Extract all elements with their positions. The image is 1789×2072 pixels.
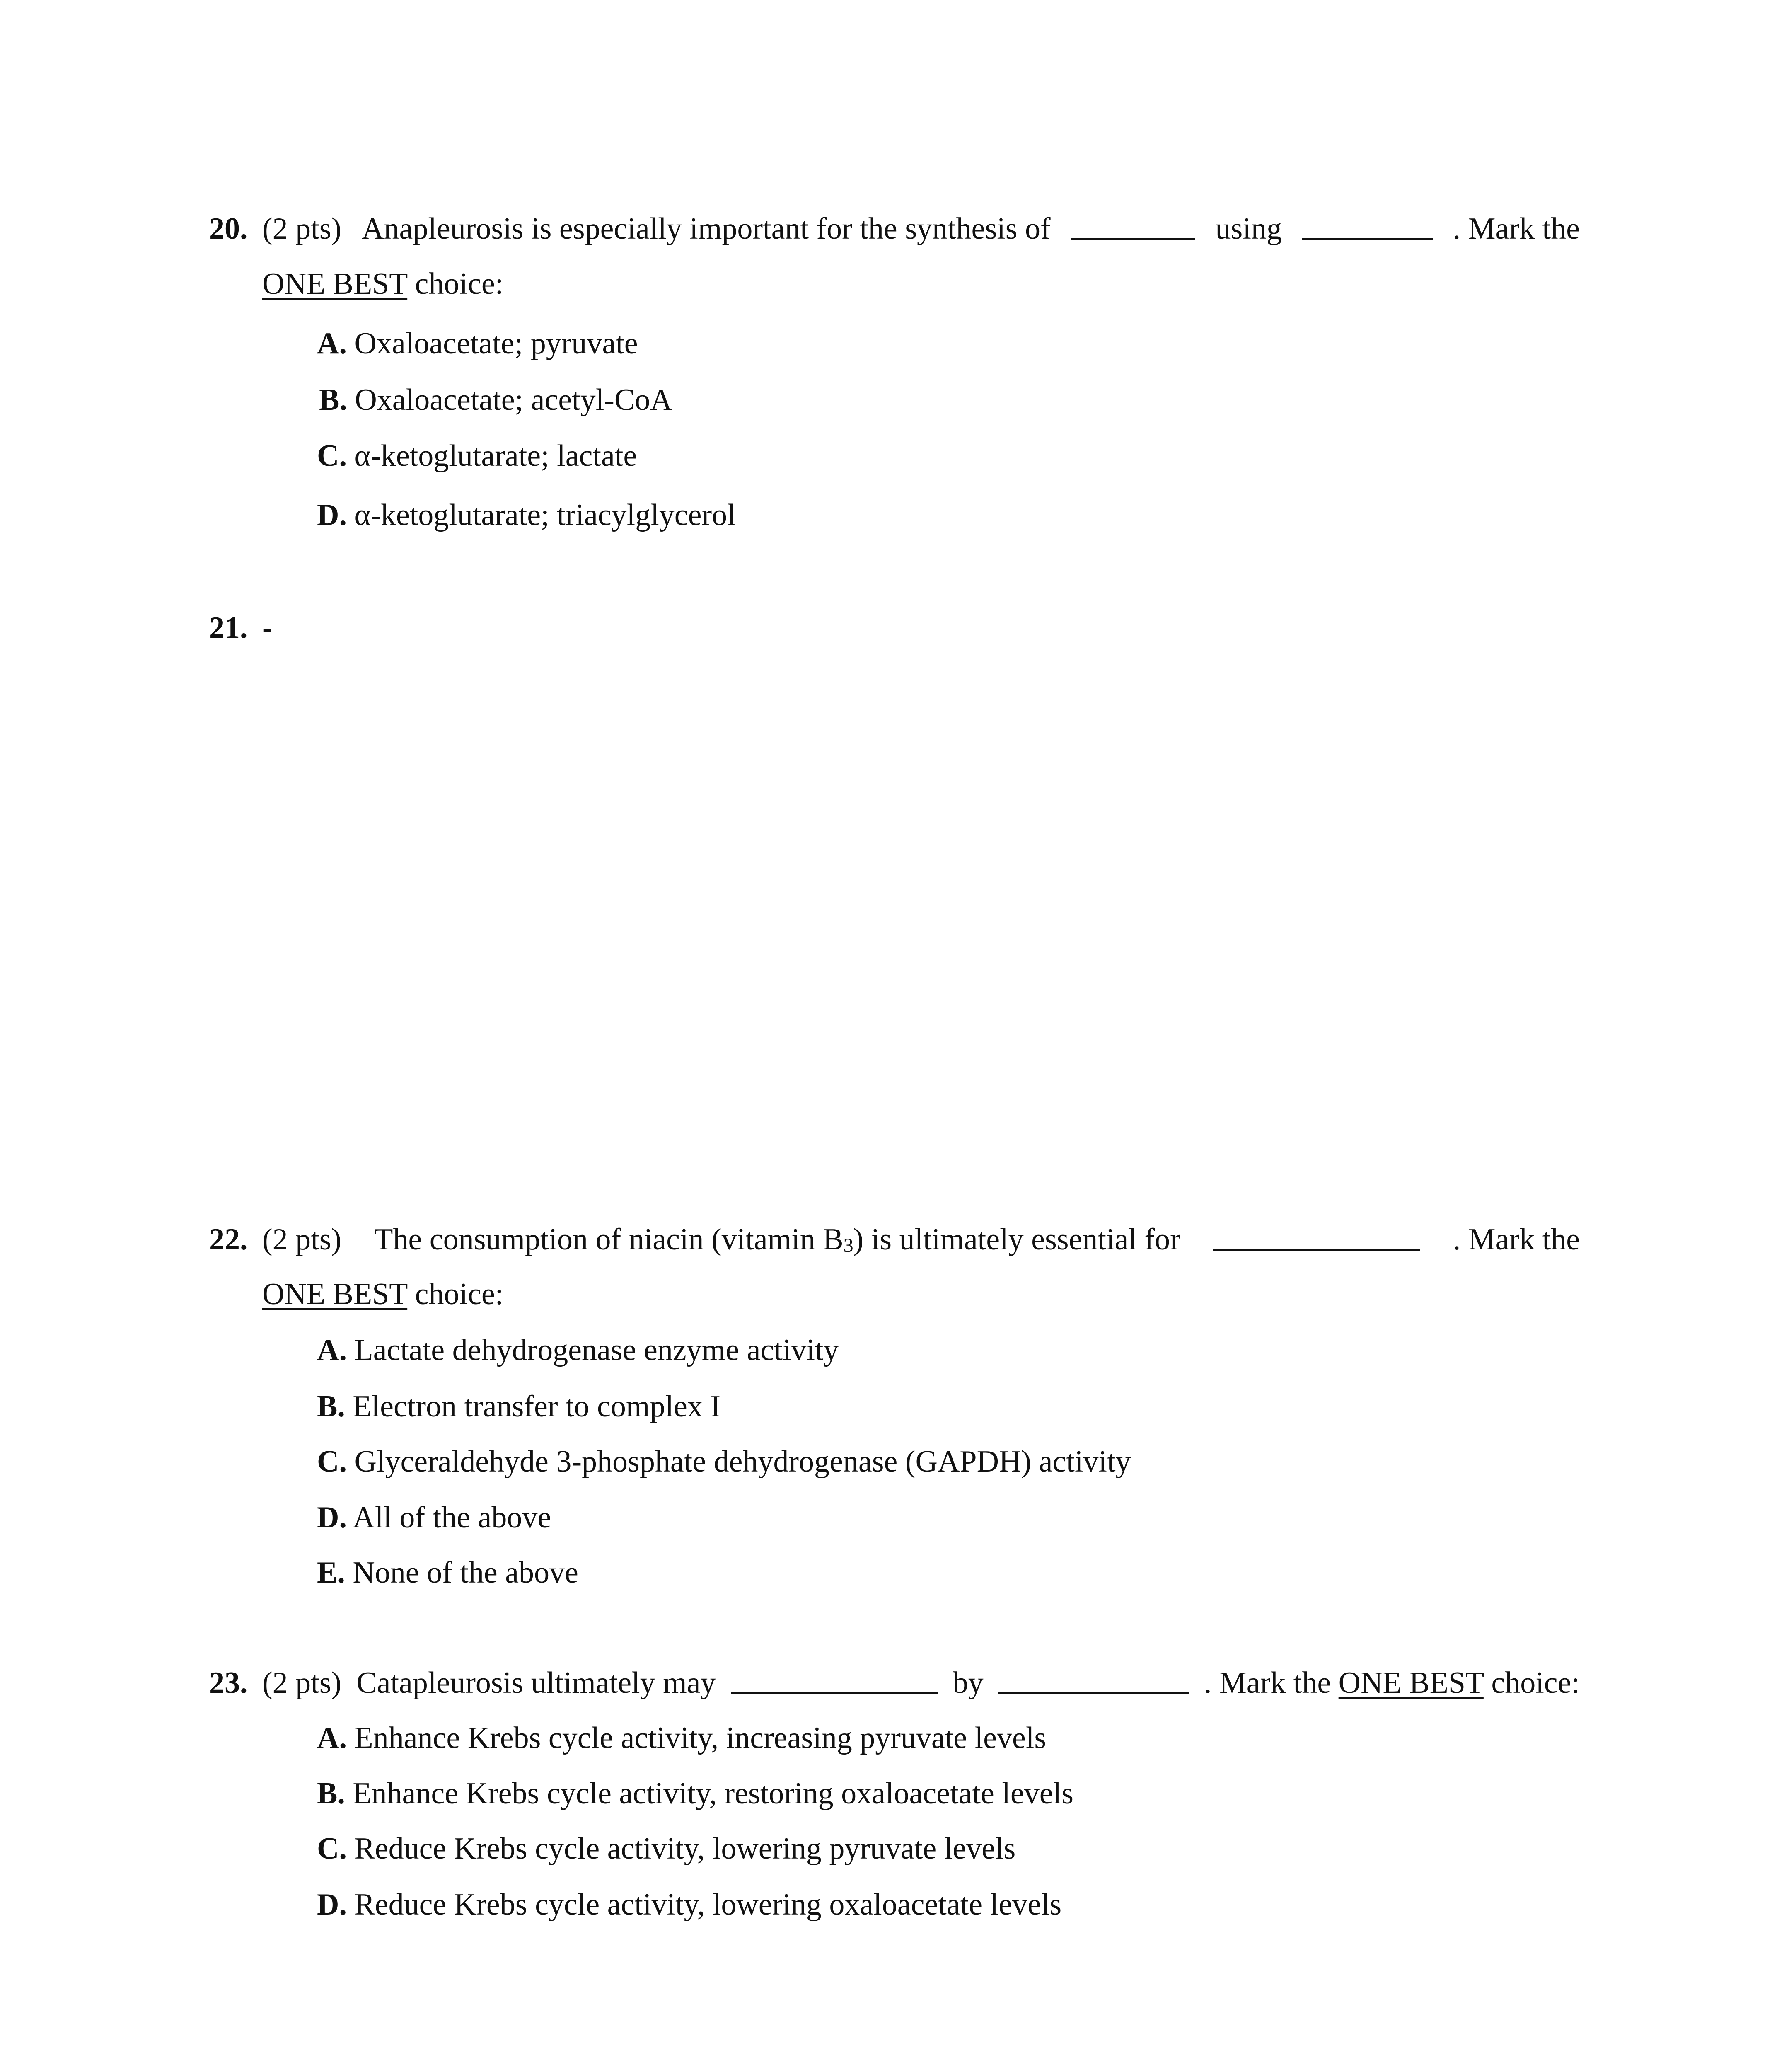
option-letter: D.: [317, 1501, 347, 1535]
option-text: Oxaloacetate; pyruvate: [354, 327, 638, 361]
option-a[interactable]: [317, 1335, 839, 1365]
answer-blank: [1213, 1224, 1420, 1251]
option-letter: A.: [317, 327, 347, 361]
option-text: α-ketoglutarate; triacylglycerol: [354, 498, 736, 532]
answer-blank: [1071, 213, 1195, 240]
stem-text: by: [953, 1666, 984, 1700]
option-text: Enhance Krebs cycle activity, increasing pyruvate levels: [354, 1721, 1047, 1755]
option-b[interactable]: [317, 1778, 1073, 1809]
option-a[interactable]: [317, 328, 638, 359]
option-text: Oxaloacetate; acetyl-CoA: [355, 383, 672, 417]
option-e[interactable]: [317, 1557, 578, 1588]
question-number: 23.: [209, 1666, 248, 1700]
option-text: All of the above: [353, 1501, 551, 1535]
question-stem-continued: [262, 1279, 503, 1310]
question-stem: [262, 1224, 1580, 1255]
stem-text: choice:: [415, 267, 504, 301]
option-d[interactable]: [317, 1502, 551, 1533]
option-letter: E.: [317, 1556, 345, 1590]
option-text: Reduce Krebs cycle activity, lowering pyruvate levels: [354, 1832, 1016, 1866]
option-c[interactable]: [317, 1833, 1015, 1864]
stem-text: . Mark the ONE BEST choice:: [1204, 1666, 1580, 1700]
stem-text: . Mark the: [1453, 212, 1580, 246]
stem-text: Anapleurosis is especially important for the synthesis of: [362, 212, 1051, 246]
option-letter: D.: [317, 498, 347, 532]
question-stem-continued: [262, 269, 503, 299]
question-stem: [262, 213, 1580, 244]
answer-blank: [1302, 213, 1433, 240]
option-letter: C.: [317, 439, 347, 473]
option-letter: A.: [317, 1721, 347, 1755]
points: (2 pts): [262, 1666, 342, 1700]
option-letter: C.: [317, 1832, 347, 1866]
option-c[interactable]: [317, 1446, 1131, 1477]
emphasis-one-best: ONE BEST: [262, 1277, 408, 1311]
question-stem: -: [262, 611, 273, 645]
option-text: None of the above: [353, 1556, 578, 1590]
question-number: 20.: [209, 212, 248, 246]
option-d[interactable]: [317, 500, 736, 530]
option-letter: B.: [317, 1777, 345, 1811]
question-number: 21.: [209, 611, 248, 645]
option-letter: B.: [317, 1389, 345, 1423]
question-number: 22.: [209, 1222, 248, 1256]
stem-text: Catapleurosis ultimately may: [356, 1666, 716, 1700]
question-stem: [262, 1668, 1580, 1698]
emphasis-one-best: ONE BEST: [262, 267, 408, 301]
stem-text: The consumption of niacin (vitamin $B_3$) is ultimately essential for: [374, 1222, 1180, 1256]
stem-text: choice:: [415, 1277, 504, 1311]
option-text: Electron transfer to complex I: [353, 1389, 720, 1423]
answer-blank: [731, 1668, 938, 1694]
stem-text: using: [1215, 212, 1282, 246]
option-b[interactable]: [319, 385, 672, 415]
option-letter: A.: [317, 1333, 347, 1367]
option-c[interactable]: [317, 441, 637, 471]
emphasis-one-best: ONE BEST: [1338, 1666, 1484, 1700]
option-letter: D.: [317, 1888, 347, 1922]
points: (2 pts): [262, 1222, 342, 1256]
answer-blank: [998, 1668, 1189, 1694]
points: (2 pts): [262, 212, 342, 246]
option-text: Lactate dehydrogenase enzyme activity: [354, 1333, 839, 1367]
option-text: Enhance Krebs cycle activity, restoring oxaloacetate levels: [353, 1777, 1073, 1811]
option-text: Reduce Krebs cycle activity, lowering oxaloacetate levels: [354, 1888, 1062, 1922]
option-letter: C.: [317, 1445, 347, 1479]
stem-text: . Mark the: [1453, 1222, 1580, 1256]
option-a[interactable]: [317, 1723, 1046, 1753]
option-text: Glyceraldehyde 3-phosphate dehydrogenase (GAPDH) activity: [354, 1445, 1131, 1479]
option-d[interactable]: [317, 1889, 1061, 1920]
option-text: α-ketoglutarate; lactate: [354, 439, 637, 473]
option-letter: B.: [319, 383, 347, 417]
option-b[interactable]: [317, 1391, 720, 1422]
